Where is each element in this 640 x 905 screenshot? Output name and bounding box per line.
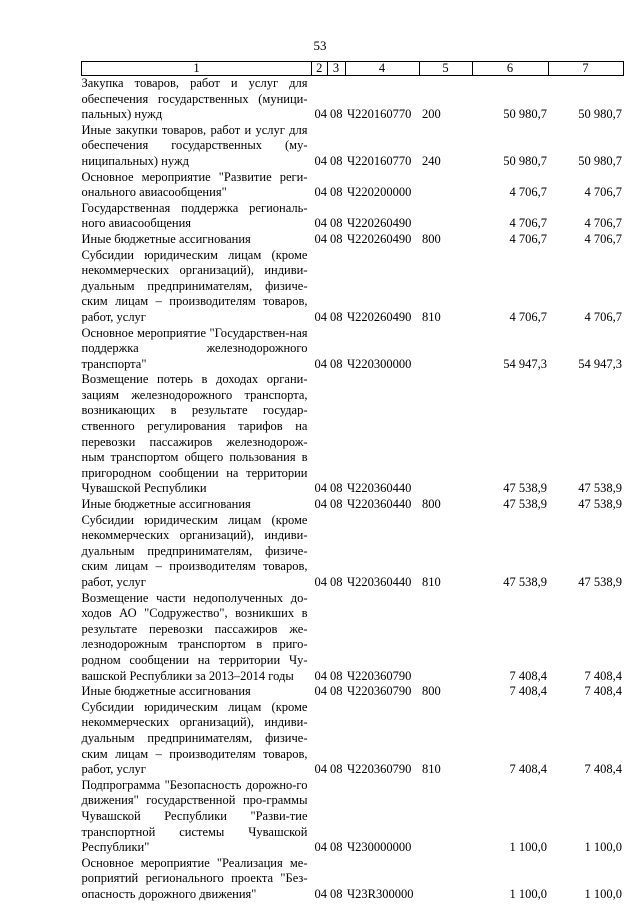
page-number: 53 [313,38,327,53]
row-amount-1: 7 408,4 [509,684,547,699]
row-section: 04 [314,107,327,122]
row-name: Основное мероприятие "Государствен-ная поддержка железнодорожного транспорта" [81,325,308,371]
row-target-code: Ч220360790 [347,684,412,699]
row-amount-2: 4 706,7 [584,309,622,324]
row-expense-type [419,201,472,232]
row-amount-2: 47 538,9 [578,481,622,496]
row-expense-type: 240 [422,153,441,168]
row-amount-2: 4 706,7 [584,231,622,246]
row-subsection: 08 [330,886,343,901]
row-amount-1: 4 706,7 [509,185,547,200]
row-section: 04 [314,684,327,699]
table-row [82,326,624,373]
table-row [82,778,624,856]
row-name: Государственная поддержка региональ-ного авиасообщения [81,200,308,231]
row-name: Иные бюджетные ассигнования [81,231,251,246]
row-name: Иные бюджетные ассигнования [81,497,251,512]
row-target-code: Ч23R300000 [347,886,414,901]
row-expense-type [419,856,472,903]
row-amount-1: 50 980,7 [503,153,547,168]
table-row [82,513,624,591]
row-amount-2: 47 538,9 [578,497,622,512]
table-row [82,856,624,903]
row-section: 04 [314,497,327,512]
row-amount-2: 1 100,0 [584,886,622,901]
table-row [82,232,624,248]
row-name: Субсидии юридическим лицам (кроме некоммерческих организаций), индиви-дуальным предпринимателям, физиче-ским лицам – производителям товаров, работ, услуг [81,512,308,589]
col-header-5: 5 [419,62,472,76]
budget-table [81,61,624,902]
row-expense-type [419,170,472,201]
row-expense-type [419,326,472,373]
row-section: 04 [314,575,327,589]
row-target-code: Ч220360440 [347,575,412,589]
row-section: 04 [314,668,327,683]
row-amount-2: 7 408,4 [584,668,622,683]
col-header-2: 2 [312,62,328,76]
row-expense-type [419,591,472,685]
row-amount-1: 54 947,3 [503,356,547,371]
row-name: Возмещение потерь в доходах органи-зациям железнодорожного транспорта, возникающих в результате государ-ственного регулирования тарифов на перевозки пассажиров железнодорож-ным транспортом общего пользования в пригородном сообщении на территории Чувашской Республики [81,372,308,496]
row-expense-type: 800 [422,231,441,246]
row-section: 04 [314,356,327,371]
row-target-code: Ч220300000 [347,356,412,371]
row-subsection: 08 [330,216,343,231]
table-row [82,591,624,685]
row-expense-type: 810 [422,309,441,324]
table-row [82,372,624,497]
row-name: Возмещение части недополученных до-ходов АО "Содружество", возникших в результате перевозки пассажиров же-лезнодорожным транспортом в приго-родном сообщении на территории Чу-вашской Республики за 2013–2014 годы [81,590,308,683]
row-target-code: Ч220260490 [347,216,412,231]
row-target-code: Ч220260490 [347,309,412,324]
row-section: 04 [314,231,327,246]
table-header-row [82,62,624,76]
row-subsection: 08 [330,762,343,777]
row-expense-type: 200 [422,107,441,122]
row-name: Основное мероприятие "Развитие реги-онального авиасообщения" [81,169,308,200]
table-row [82,700,624,778]
row-subsection: 08 [330,840,343,855]
row-amount-2: 7 408,4 [584,684,622,699]
row-target-code: Ч220160770 [347,107,412,122]
row-target-code: Ч220360440 [347,481,412,496]
row-section: 04 [314,309,327,324]
row-target-code: Ч220260490 [347,231,412,246]
row-amount-2: 50 980,7 [578,153,622,168]
table-row [82,248,624,326]
col-header-6: 6 [472,62,548,76]
row-section: 04 [314,840,327,855]
table-row [82,201,624,232]
table-row [82,76,624,123]
table-row [82,170,624,201]
row-expense-type: 810 [422,575,441,589]
row-amount-2: 1 100,0 [584,840,622,855]
row-amount-1: 47 538,9 [503,497,547,512]
row-name: Основное мероприятие "Реализация ме-роприятий регионального проекта "Без-опасность дорожного движения" [81,855,308,901]
row-name: Закупка товаров, работ и услуг для обеспечения государственных (муници-пальных) нужд [81,76,308,122]
row-amount-1: 47 538,9 [503,481,547,496]
row-target-code: Ч220160770 [347,153,412,168]
row-target-code: Ч220360440 [347,497,412,512]
row-target-code: Ч220200000 [347,185,412,200]
row-subsection: 08 [330,231,343,246]
col-header-4: 4 [345,62,419,76]
row-amount-1: 7 408,4 [509,668,547,683]
row-subsection: 08 [330,684,343,699]
row-amount-2: 4 706,7 [584,185,622,200]
table-row [82,123,624,170]
col-header-7: 7 [548,62,623,76]
row-amount-1: 1 100,0 [509,840,547,855]
row-section: 04 [314,481,327,496]
row-amount-1: 50 980,7 [503,107,547,122]
row-amount-1: 4 706,7 [509,309,547,324]
row-expense-type [419,372,472,497]
row-subsection: 08 [330,481,343,496]
row-section: 04 [314,762,327,777]
row-amount-1: 4 706,7 [509,216,547,231]
row-target-code: Ч220360790 [347,668,412,683]
row-amount-1: 4 706,7 [509,231,547,246]
row-subsection: 08 [330,107,343,122]
row-amount-2: 47 538,9 [578,575,622,589]
row-expense-type [419,778,472,856]
row-subsection: 08 [330,497,343,512]
row-subsection: 08 [330,575,343,589]
table-row [82,497,624,513]
row-section: 04 [314,153,327,168]
row-subsection: 08 [330,668,343,683]
row-subsection: 08 [330,309,343,324]
row-expense-type: 800 [422,497,441,512]
col-header-1: 1 [82,62,312,76]
col-header-3: 3 [327,62,345,76]
row-name: Субсидии юридическим лицам (кроме некоммерческих организаций), индиви-дуальным предпринимателям, физиче-ским лицам – производителям товаров, работ, услуг [81,699,308,777]
row-subsection: 08 [330,185,343,200]
table-row [82,684,624,700]
row-amount-1: 47 538,9 [503,575,547,589]
row-section: 04 [314,185,327,200]
row-name: Подпрограмма "Безопасность дорожно-го движения" государственной про-граммы Чувашской Республики "Разви-тие транспортной системы Чувашской Республики" [81,777,308,855]
row-section: 04 [314,216,327,231]
row-expense-type: 800 [422,684,441,699]
row-name: Иные бюджетные ассигнования [81,684,251,699]
row-target-code: Ч230000000 [347,840,412,855]
row-amount-1: 7 408,4 [509,762,547,777]
row-amount-2: 50 980,7 [578,107,622,122]
row-amount-1: 1 100,0 [509,886,547,901]
row-amount-2: 4 706,7 [584,216,622,231]
row-name: Субсидии юридическим лицам (кроме некоммерческих организаций), индиви-дуальным предпринимателям, физиче-ским лицам – производителям товаров, работ, услуг [81,247,308,324]
row-name: Иные закупки товаров, работ и услуг для обеспечения государственных (му-ниципальных) нужд [81,122,308,168]
row-expense-type: 810 [422,762,441,777]
row-subsection: 08 [330,153,343,168]
row-section: 04 [314,886,327,901]
row-target-code: Ч220360790 [347,762,412,777]
row-subsection: 08 [330,356,343,371]
row-amount-2: 54 947,3 [578,356,622,371]
row-amount-2: 7 408,4 [584,762,622,777]
